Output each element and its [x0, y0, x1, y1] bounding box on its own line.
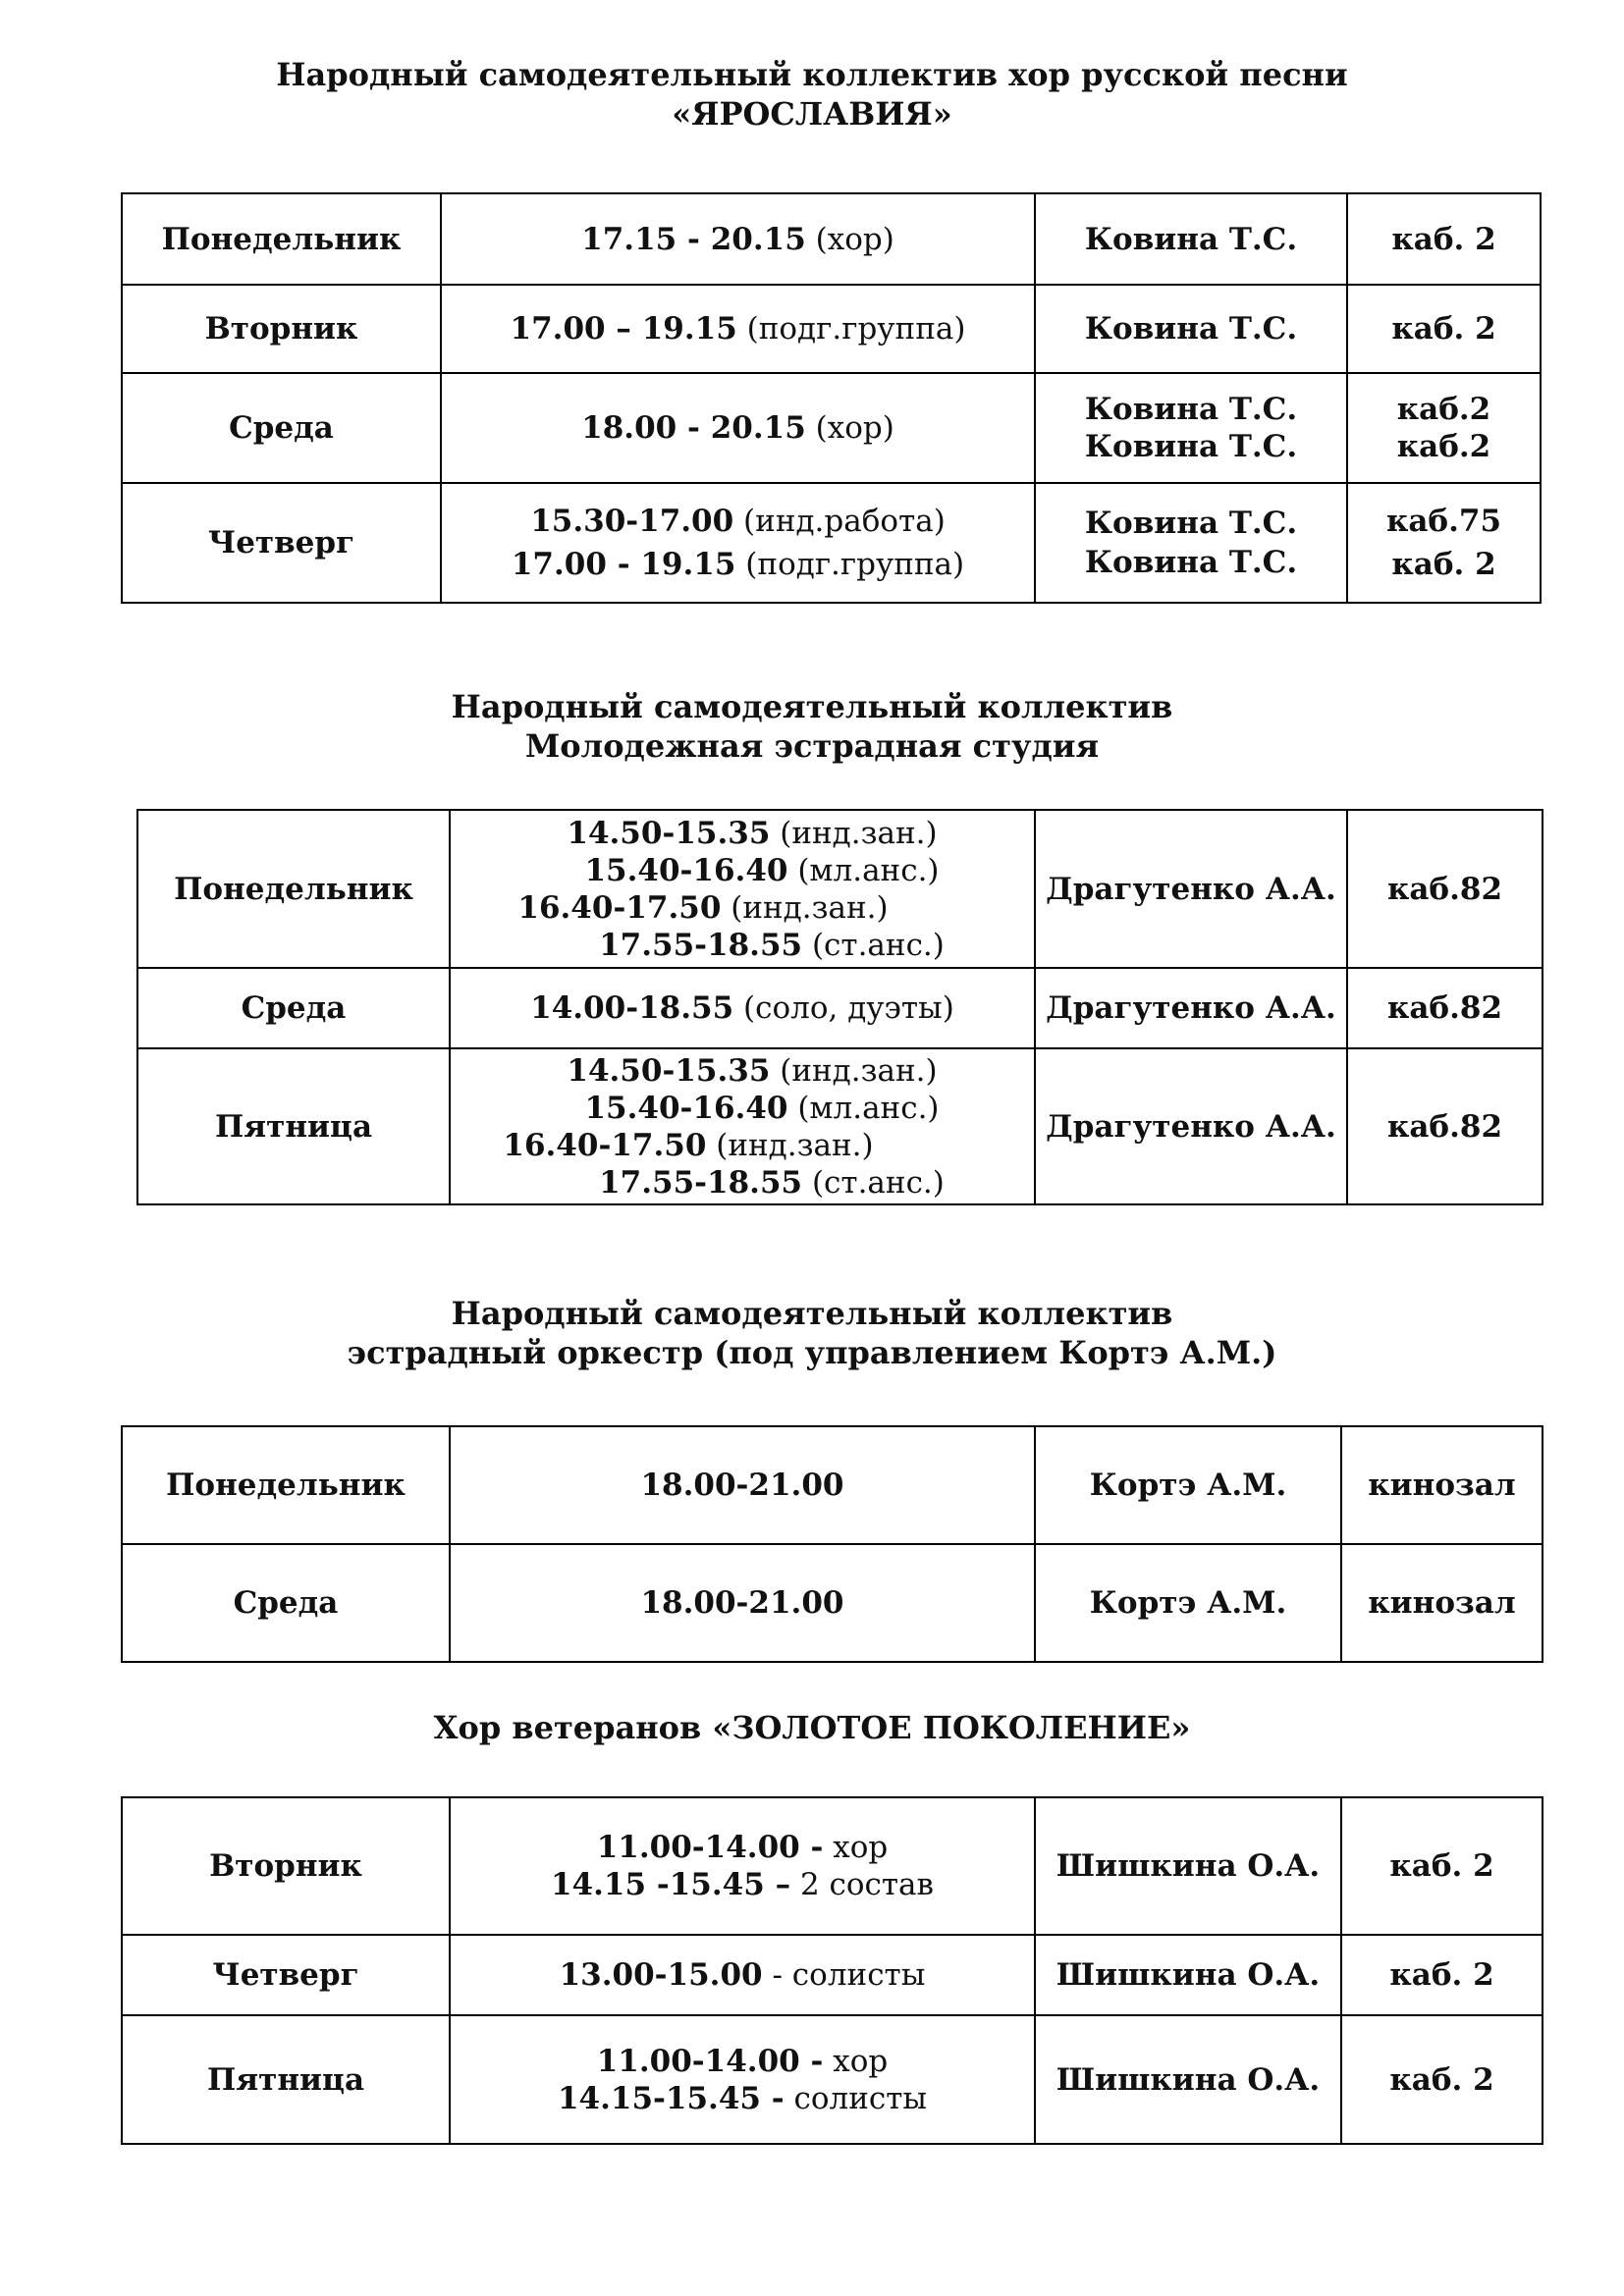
- teacher-cell: Кортэ А.М.: [1035, 1426, 1341, 1544]
- section-3-title-line: Народный самодеятельный коллектив: [451, 1295, 1173, 1332]
- table-row: [122, 193, 1541, 285]
- time-cell: 18.00 - 20.15 (хор): [441, 373, 1035, 483]
- time-cell: 14.00-18.55 (соло, дуэты): [450, 968, 1035, 1048]
- section-3-title: [0, 1294, 1624, 1372]
- day-cell: Понедельник: [122, 1426, 450, 1544]
- day-cell: Понедельник: [137, 810, 450, 968]
- day-cell: Среда: [122, 1544, 450, 1662]
- time-cell: 18.00-21.00: [450, 1544, 1035, 1662]
- day-cell: Четверг: [122, 483, 441, 603]
- room-cell: каб.82: [1347, 810, 1543, 968]
- table-row: [137, 1048, 1543, 1204]
- section-4-title: [0, 1708, 1624, 1747]
- day-cell: Среда: [137, 968, 450, 1048]
- time-cell: 17.00 – 19.15 (подг.группа): [441, 285, 1035, 373]
- table-row: [122, 285, 1541, 373]
- section-4-schedule-table: [121, 1796, 1543, 2145]
- table-row: [122, 1544, 1543, 1662]
- room-cell: кинозал: [1341, 1544, 1543, 1662]
- room-cell: каб.2 каб.2: [1347, 373, 1541, 483]
- room-cell: каб. 2: [1347, 285, 1541, 373]
- table-row: [122, 373, 1541, 483]
- teacher-cell: Шишкина О.А.: [1035, 2015, 1341, 2144]
- section-2-title-line: Народный самодеятельный коллектив: [451, 688, 1173, 725]
- room-cell: каб. 2: [1341, 1797, 1543, 1935]
- section-3-schedule-table: [121, 1425, 1543, 1663]
- time-cell: 15.30-17.00 (инд.работа) 17.00 - 19.15 (подг.группа): [441, 483, 1035, 603]
- room-cell: каб. 2: [1341, 2015, 1543, 2144]
- room-cell: кинозал: [1341, 1426, 1543, 1544]
- room-cell: каб. 2: [1341, 1935, 1543, 2015]
- day-cell: Вторник: [122, 285, 441, 373]
- room-cell: каб.75 каб. 2: [1347, 483, 1541, 603]
- teacher-cell: Драгутенко А.А.: [1035, 1048, 1347, 1204]
- room-cell: каб.82: [1347, 1048, 1543, 1204]
- time-cell: 17.15 - 20.15 (хор): [441, 193, 1035, 285]
- teacher-cell: Ковина Т.С.: [1035, 285, 1347, 373]
- teacher-cell: Шишкина О.А.: [1035, 1935, 1341, 2015]
- table-row: [122, 1426, 1543, 1544]
- section-1-title: [0, 55, 1624, 133]
- section-1-schedule-table: [121, 192, 1542, 604]
- section-2-title-line: Молодежная эстрадная студия: [524, 727, 1100, 765]
- table-row: [122, 1935, 1543, 2015]
- time-cell: 11.00-14.00 - хор 14.15 -15.45 – 2 состав: [450, 1797, 1035, 1935]
- teacher-cell: Драгутенко А.А.: [1035, 968, 1347, 1048]
- teacher-cell: Драгутенко А.А.: [1035, 810, 1347, 968]
- day-cell: Четверг: [122, 1935, 450, 2015]
- day-cell: Пятница: [137, 1048, 450, 1204]
- table-row: [137, 810, 1543, 968]
- section-4-title-line: Хор ветеранов «ЗОЛОТОЕ ПОКОЛЕНИЕ»: [433, 1709, 1191, 1746]
- room-cell: каб.82: [1347, 968, 1543, 1048]
- day-cell: Пятница: [122, 2015, 450, 2144]
- section-1-title-line: «ЯРОСЛАВИЯ»: [672, 95, 952, 133]
- time-cell: 14.50-15.35 (инд.зан.) 15.40-16.40 (мл.анс.) 16.40-17.50 (инд.зан.) 17.55-18.55 (ст.анс.): [450, 1048, 1035, 1204]
- day-cell: Среда: [122, 373, 441, 483]
- section-1-title-line: Народный самодеятельный коллектив хор русской песни: [276, 56, 1348, 93]
- section-2-schedule-table: [136, 809, 1543, 1205]
- time-cell: 18.00-21.00: [450, 1426, 1035, 1544]
- section-2-title: [0, 687, 1624, 766]
- day-cell: Понедельник: [122, 193, 441, 285]
- room-cell: каб. 2: [1347, 193, 1541, 285]
- time-cell: 14.50-15.35 (инд.зан.) 15.40-16.40 (мл.анс.) 16.40-17.50 (инд.зан.) 17.55-18.55 (ст.анс.): [450, 810, 1035, 968]
- day-cell: Вторник: [122, 1797, 450, 1935]
- section-3-title-line: эстрадный оркестр (под управлением Кортэ А.М.): [347, 1334, 1277, 1371]
- teacher-cell: Ковина Т.С. Ковина Т.С.: [1035, 373, 1347, 483]
- teacher-cell: Кортэ А.М.: [1035, 1544, 1341, 1662]
- time-cell: 13.00-15.00 - солисты: [450, 1935, 1035, 2015]
- table-row: [122, 1797, 1543, 1935]
- teacher-cell: Шишкина О.А.: [1035, 1797, 1341, 1935]
- teacher-cell: Ковина Т.С.: [1035, 193, 1347, 285]
- table-row: [122, 483, 1541, 603]
- time-cell: 11.00-14.00 - хор 14.15-15.45 - солисты: [450, 2015, 1035, 2144]
- table-row: [137, 968, 1543, 1048]
- table-row: [122, 2015, 1543, 2144]
- teacher-cell: Ковина Т.С. Ковина Т.С.: [1035, 483, 1347, 603]
